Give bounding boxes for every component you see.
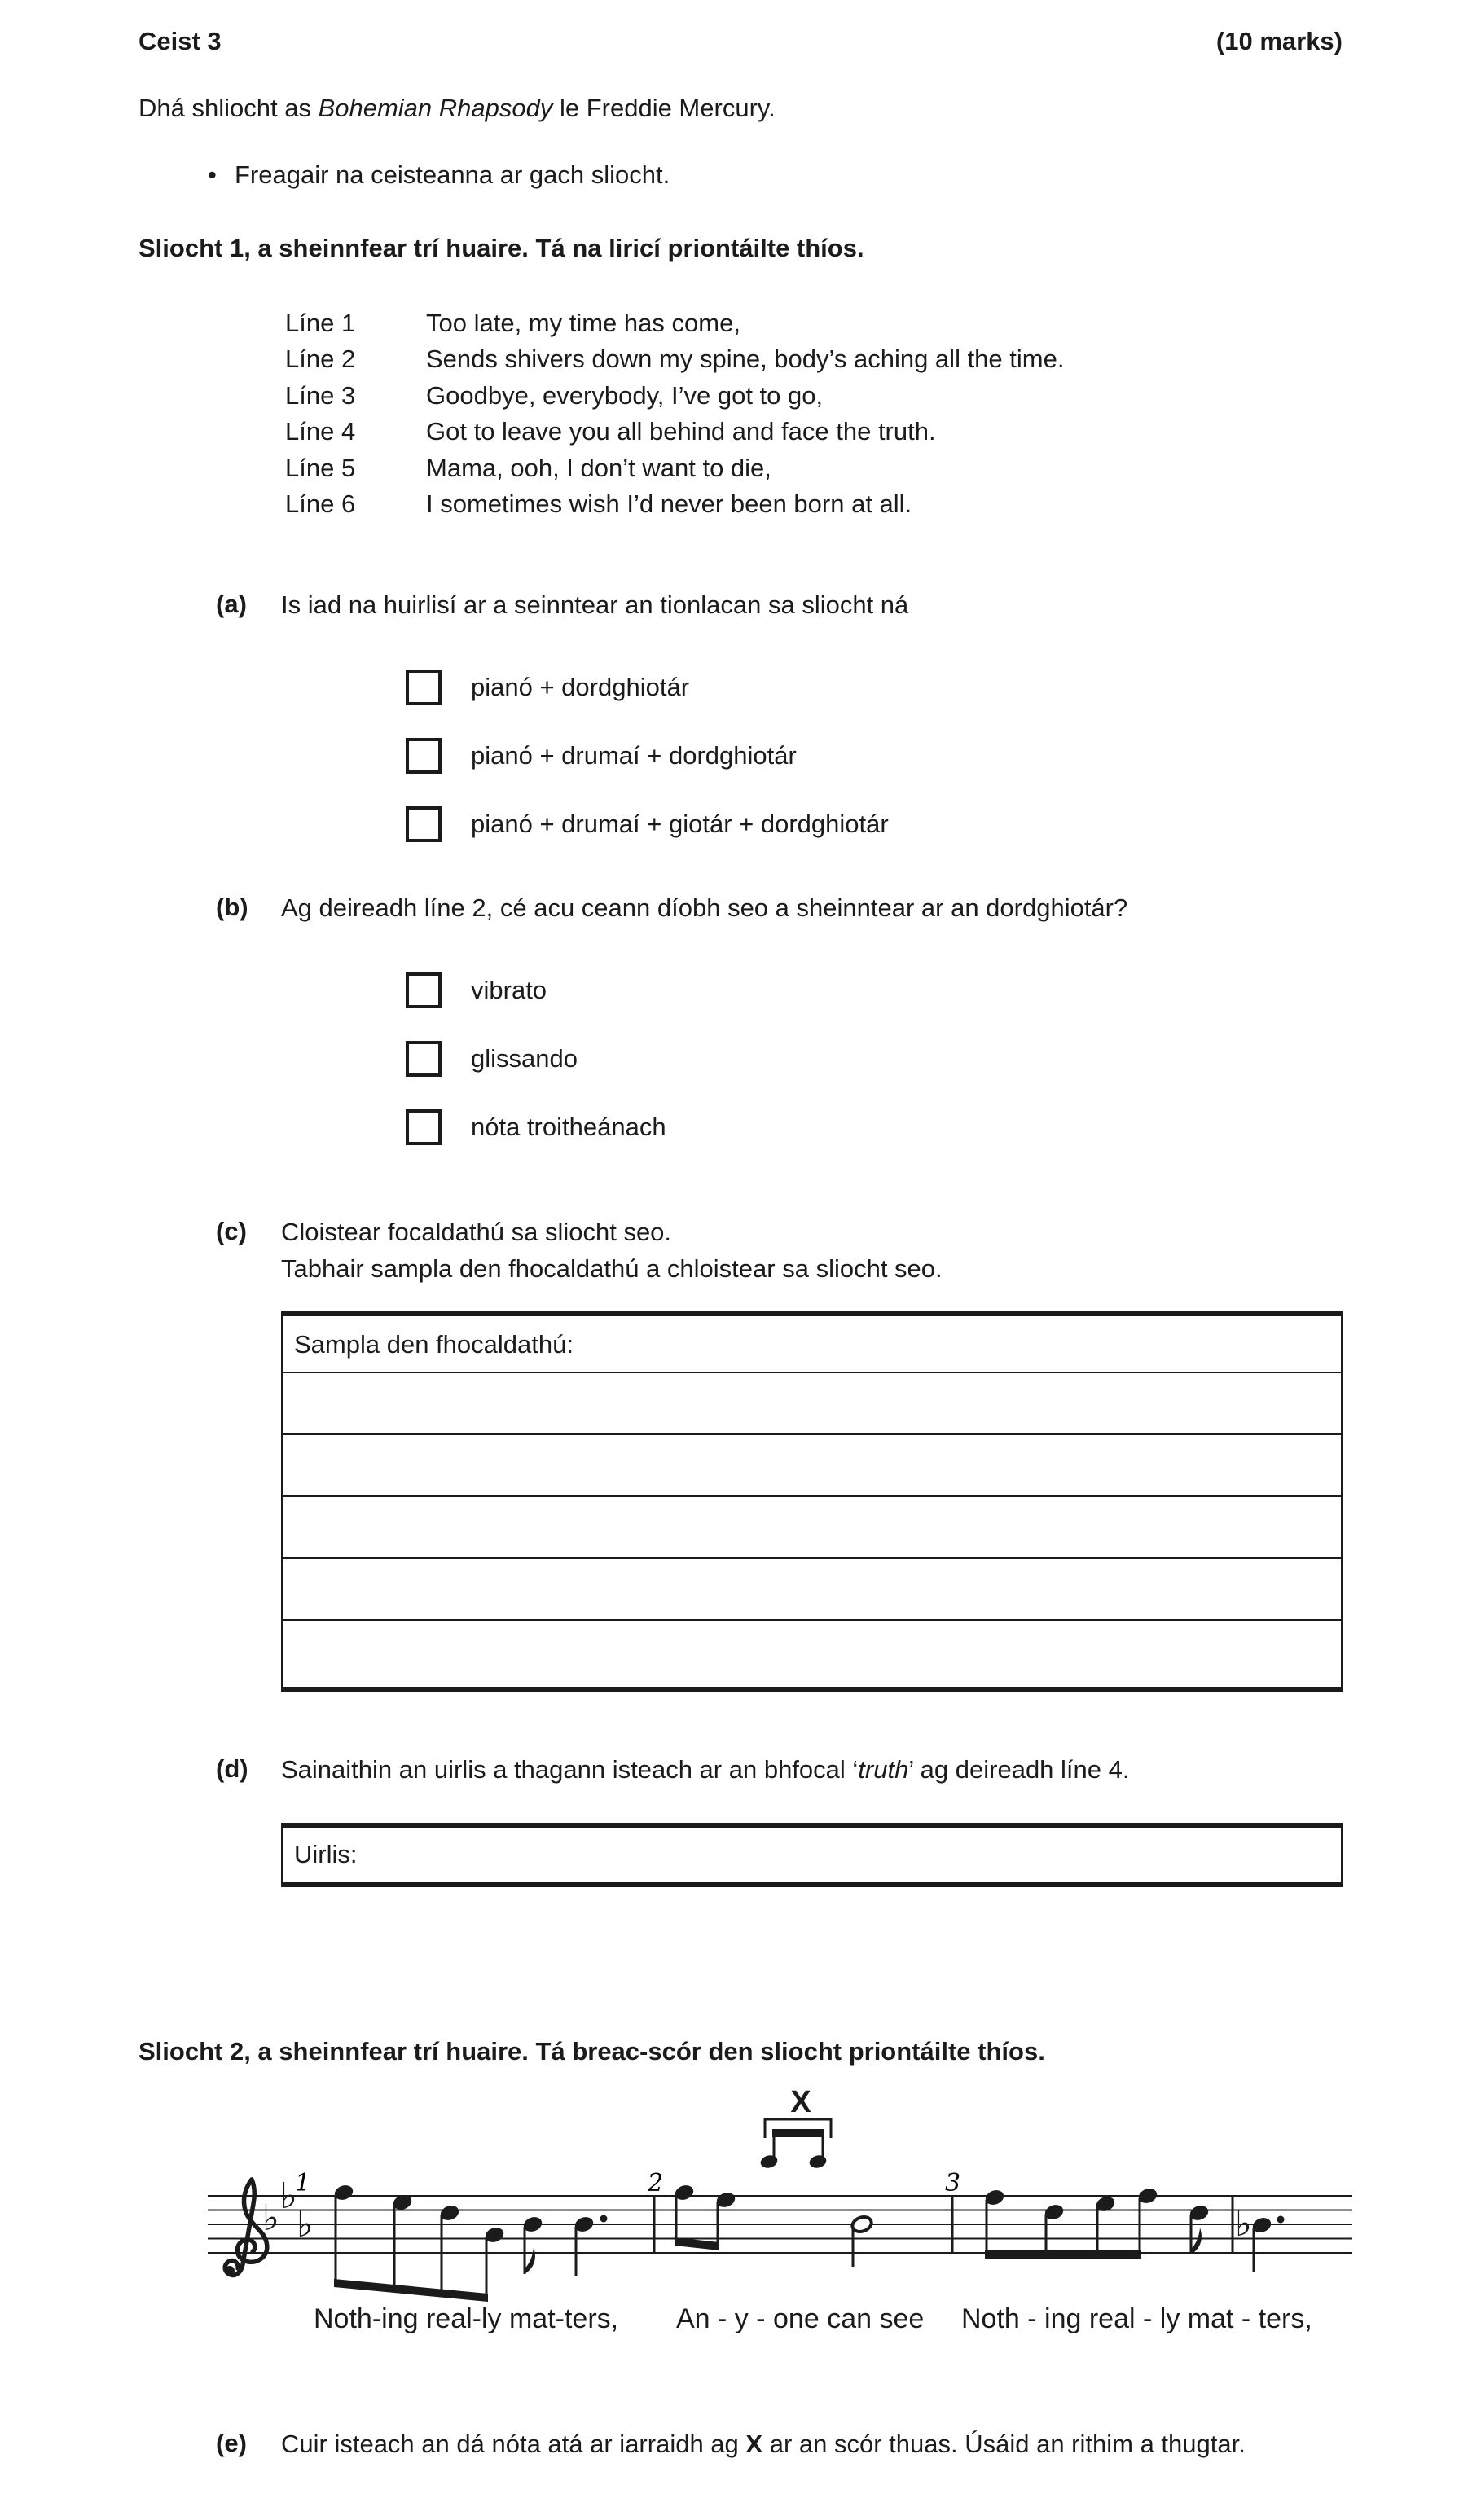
uirlis-box-label: Uirlis: — [294, 1840, 358, 1868]
bullet-text: Freagair na ceisteanna ar gach sliocht. — [235, 160, 670, 189]
lyric-line-text: I sometimes wish I’d never been born at all. — [426, 490, 912, 518]
measure-number-2: 2 — [648, 2169, 664, 2197]
qb-label: (b) — [216, 893, 248, 921]
measure-number-3: 3 — [945, 2169, 961, 2197]
x-rhythm-figure[interactable] — [759, 2085, 831, 2170]
answer-table — [281, 1311, 1343, 1692]
measure-number-1: 1 — [295, 2169, 311, 2197]
measure-1-notes — [332, 2183, 607, 2302]
qa-option-label: pianó + drumaí + dordghiotár — [471, 740, 797, 770]
qc-text-line1: Cloistear focaldathú sa sliocht seo. — [281, 1218, 672, 1246]
answer-table-blank-row[interactable] — [283, 1497, 1341, 1559]
qe-text — [281, 2429, 1246, 2461]
eighth-flag — [525, 2247, 535, 2274]
qa-option-label: pianó + drumaí + giotár + dordghiotár — [471, 809, 889, 838]
score-lyric-1: Noth-ing real-ly mat-ters, — [314, 2303, 619, 2334]
qb-option-row — [406, 1041, 578, 1077]
staff-lines — [208, 2196, 1352, 2253]
question-number: Ceist 3 — [138, 27, 222, 55]
eighth-flag — [1191, 2228, 1202, 2254]
qe-label: (e) — [216, 2429, 247, 2457]
lyric-line-text: Sends shivers down my spine, body’s aching all the time. — [426, 345, 1065, 373]
qb-option-label: nóta troitheánach — [471, 1112, 666, 1141]
answer-table-blank-row[interactable] — [283, 1559, 1341, 1621]
lyric-line-text: Got to leave you all behind and face the truth. — [426, 417, 936, 446]
answer-table-blank-row[interactable] — [283, 1621, 1341, 1687]
sliocht2-heading: Sliocht 2, a sheinnfear trí huaire. Tá breac-scór den sliocht priontáilte thíos. — [138, 2037, 1045, 2066]
qa-checkbox-1[interactable] — [406, 670, 442, 705]
qa-label: (a) — [216, 590, 247, 618]
score-lyric-2: An - y - one can see — [676, 2303, 925, 2334]
qb-option-label: glissando — [471, 1043, 578, 1073]
lyric-line-text: Too late, my time has come, — [426, 309, 740, 337]
song-title: Bohemian Rhapsody — [318, 94, 553, 122]
x-label: X — [790, 2085, 811, 2119]
augmentation-dot — [1277, 2216, 1285, 2224]
qa-checkbox-3[interactable] — [406, 806, 442, 842]
qa-text: Is iad na huirlisí ar a seinntear an tionlacan sa sliocht ná — [281, 590, 909, 619]
qd-label: (d) — [216, 1754, 248, 1783]
lyric-line-label: Líne 1 — [285, 309, 356, 337]
qd-pre: Sainaithin an uirlis a thagann isteach ar an bhfocal ‘ — [281, 1755, 859, 1784]
answer-table-blank-row[interactable] — [283, 1435, 1341, 1497]
score-lyric-3: Noth - ing real - ly mat - ters, — [961, 2303, 1312, 2334]
qe-pre: Cuir isteach an dá nóta atá ar iarraidh ag — [281, 2430, 746, 2458]
sliocht1-heading: Sliocht 1, a sheinnfear trí huaire. Tá na liricí priontáilte thíos. — [138, 234, 864, 262]
lyric-line-text: Goodbye, everybody, I’ve got to go, — [426, 381, 824, 410]
qa-checkbox-2[interactable] — [406, 738, 442, 774]
answer-table-title-row[interactable] — [283, 1316, 1341, 1373]
qb-checkbox-2[interactable] — [406, 1041, 442, 1077]
intro-line — [138, 93, 776, 125]
flat-icon: ♭ — [262, 2197, 279, 2239]
intro-pre: Dhá shliocht as — [138, 94, 319, 122]
beam — [334, 2279, 488, 2302]
lyric-line-label: Líne 5 — [285, 454, 356, 482]
qa-option-row — [406, 670, 689, 705]
qa-option-label: pianó + dordghiotár — [471, 672, 690, 701]
music-score — [0, 2073, 1481, 2346]
intro-post: le Freddie Mercury. — [552, 94, 776, 122]
lyric-line-label: Líne 3 — [285, 381, 356, 410]
flat-icon: ♭ — [297, 2204, 314, 2246]
qb-option-row — [406, 1109, 666, 1145]
x-notehead — [808, 2153, 828, 2170]
qb-text: Ag deireadh líne 2, cé acu ceann díobh seo a sheinntear ar an dordghiotár? — [281, 893, 1128, 922]
qd-text — [281, 1754, 1130, 1786]
qb-option-row — [406, 972, 547, 1008]
qc-label: (c) — [216, 1217, 247, 1245]
qa-option-row — [406, 806, 889, 842]
qb-checkbox-3[interactable] — [406, 1109, 442, 1145]
qd-post: ’ ag deireadh líne 4. — [908, 1755, 1130, 1784]
qb-option-label: vibrato — [471, 975, 547, 1004]
answer-table-title: Sampla den fhocaldathú: — [294, 1330, 574, 1359]
beam — [985, 2250, 1141, 2259]
qa-option-row — [406, 738, 797, 774]
marks-label: (10 marks) — [1215, 27, 1343, 55]
uirlis-answer-box[interactable] — [281, 1823, 1343, 1887]
lyric-line-label: Líne 4 — [285, 417, 356, 446]
bullet-icon: • — [208, 160, 217, 189]
lyric-line-label: Líne 2 — [285, 345, 356, 373]
qe-post: ar an scór thuas. Úsáid an rithim a thugtar. — [762, 2430, 1246, 2458]
qe-x-ref: X — [745, 2430, 763, 2458]
augmentation-dot — [600, 2215, 608, 2223]
measure-3-notes — [983, 2186, 1284, 2272]
answer-table-blank-row[interactable] — [283, 1373, 1341, 1435]
x-notehead — [759, 2153, 779, 2170]
bullet-item — [208, 160, 670, 191]
x-beam — [772, 2129, 824, 2137]
flat-icon: ♭ — [1235, 2203, 1252, 2245]
treble-clef-icon — [225, 2180, 267, 2276]
lyric-line-label: Líne 6 — [285, 490, 356, 518]
flat-icon: ♭ — [280, 2175, 297, 2217]
lyric-line-text: Mama, ooh, I don’t want to die, — [426, 454, 771, 482]
score-lyrics — [314, 2303, 1312, 2334]
qc-text-line2: Tabhair sampla den fhocaldathú a chloistear sa sliocht seo. — [281, 1254, 943, 1283]
qd-word-truth: truth — [858, 1755, 909, 1784]
qb-checkbox-1[interactable] — [406, 972, 442, 1008]
